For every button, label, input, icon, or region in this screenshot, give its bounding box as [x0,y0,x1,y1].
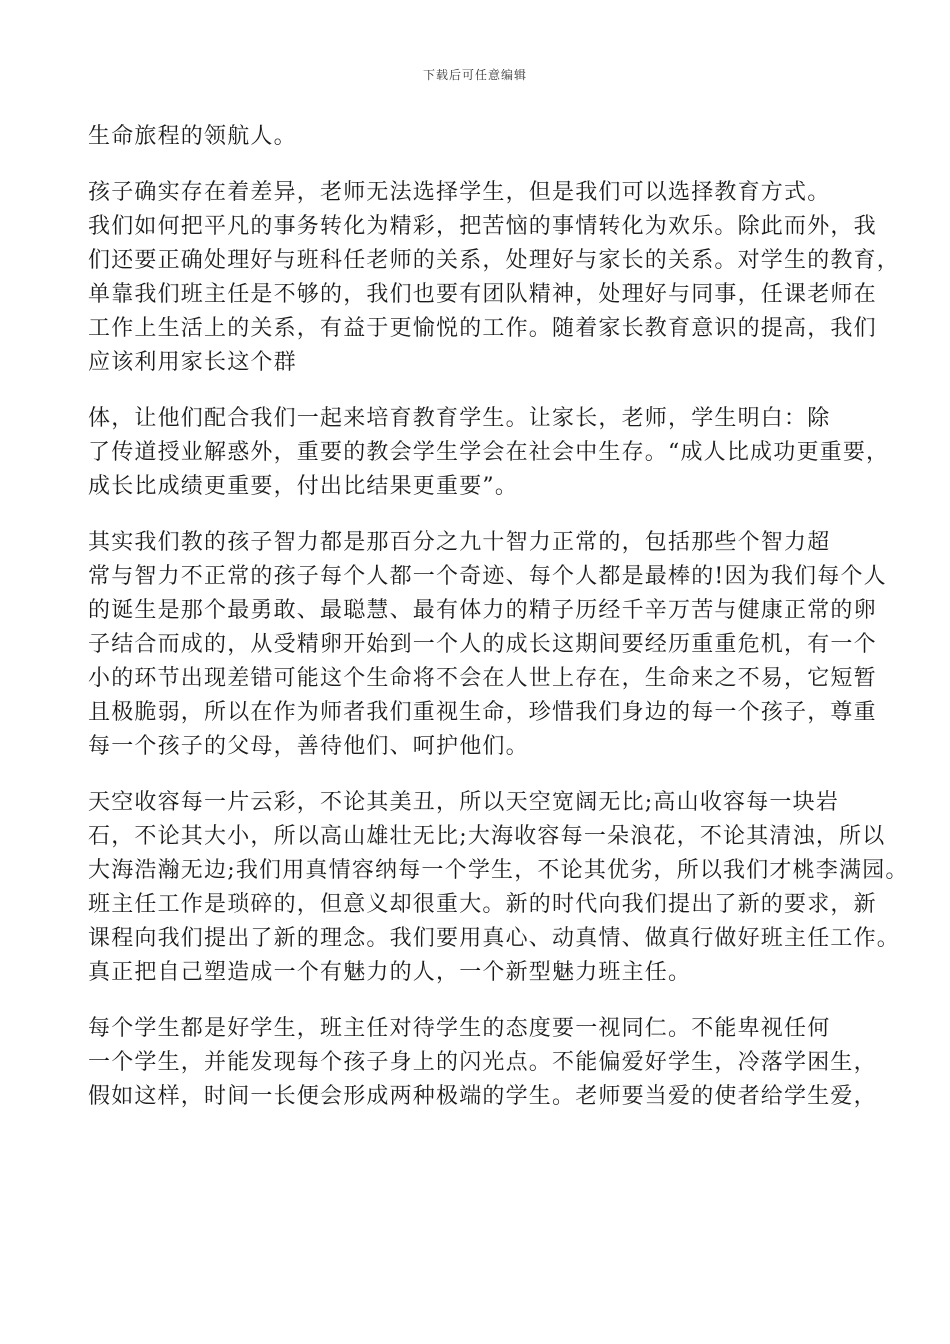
text-line: 成长比成绩更重要，付出比结果更重要”。 [88,474,519,499]
text-line: 班主任工作是琐碎的，但意义却很重大。新的时代向我们提出了新的要求，新 [88,892,877,917]
paragraph [88,1012,877,1114]
paragraph [88,176,901,380]
text-line: 每一个孩子的父母，善待他们、呵护他们。 [88,734,529,759]
paragraph [88,402,890,504]
text-line: 我们如何把平凡的事务转化为精彩，把苦恼的事情转化为欢乐。除此而外，我 [88,214,877,239]
text-line: 每个学生都是好学生，班主任对待学生的态度要一视同仁。不能卑视任何 [88,1016,831,1041]
page-header: 下载后可任意编辑 [422,68,527,82]
text-line: 孩子确实存在着差异，老师无法选择学生，但是我们可以选择教育方式。 [88,180,831,205]
paragraph [88,120,868,154]
text-line: 且极脆弱，所以在作为师者我们重视生命，珍惜我们身边的每一个孩子，尊重 [88,700,877,725]
text-line: 了传道授业解惑外，重要的教会学生学会在社会中生存。“成人比成功更重要， [88,440,890,465]
text-line: 大海浩瀚无边;我们用真情容纳每一个学生，不论其优劣，所以我们才桃李满园。 [88,858,909,883]
text-line: 子结合而成的，从受精卵开始到一个人的成长这期间要经历重重危机，有一个 [88,632,877,657]
document-body [88,120,909,1136]
text-line: 工作上生活上的关系，有益于更愉悦的工作。随着家长教育意识的提高，我们 [88,316,877,341]
paragraph [88,786,909,990]
text-line: 生命旅程的领航人。 [88,124,297,149]
text-line: 小的环节出现差错可能这个生命将不会在人世上存在，生命来之不易，它短暂 [88,666,877,691]
text-line: 假如这样，时间一长便会形成两种极端的学生。老师要当爱的使者给学生爱， [88,1084,877,1109]
paragraph [88,526,887,764]
text-line: 一个学生，并能发现每个孩子身上的闪光点。不能偏爱好学生，冷落学困生， [88,1050,877,1075]
text-line: 应该利用家长这个群 [88,350,297,375]
text-line: 常与智力不正常的孩子每个人都一个奇迹、每个人都是最棒的!因为我们每个人 [88,564,887,589]
text-line: 的诞生是那个最勇敢、最聪慧、最有体力的精子历经千辛万苦与健康正常的卵 [88,598,877,623]
text-line: 单靠我们班主任是不够的，我们也要有团队精神，处理好与同事，任课老师在 [88,282,877,307]
text-line: 们还要正确处理好与班科任老师的关系，处理好与家长的关系。对学生的教育， [88,248,901,273]
text-line: 其实我们教的孩子智力都是那百分之九十智力正常的，包括那些个智力超 [88,530,831,555]
text-line: 天空收容每一片云彩，不论其美丑，所以天空宽阔无比;高山收容每一块岩 [88,790,840,815]
text-line: 真正把自己塑造成一个有魅力的人，一个新型魅力班主任。 [88,960,692,985]
text-line: 体，让他们配合我们一起来培育教育学生。让家长，老师，学生明白：除 [88,406,831,431]
text-line: 石，不论其大小，所以高山雄壮无比;大海收容每一朵浪花，不论其清浊，所以 [88,824,886,849]
text-line: 课程向我们提出了新的理念。我们要用真心、动真情、做真行做好班主任工作。 [88,926,901,951]
